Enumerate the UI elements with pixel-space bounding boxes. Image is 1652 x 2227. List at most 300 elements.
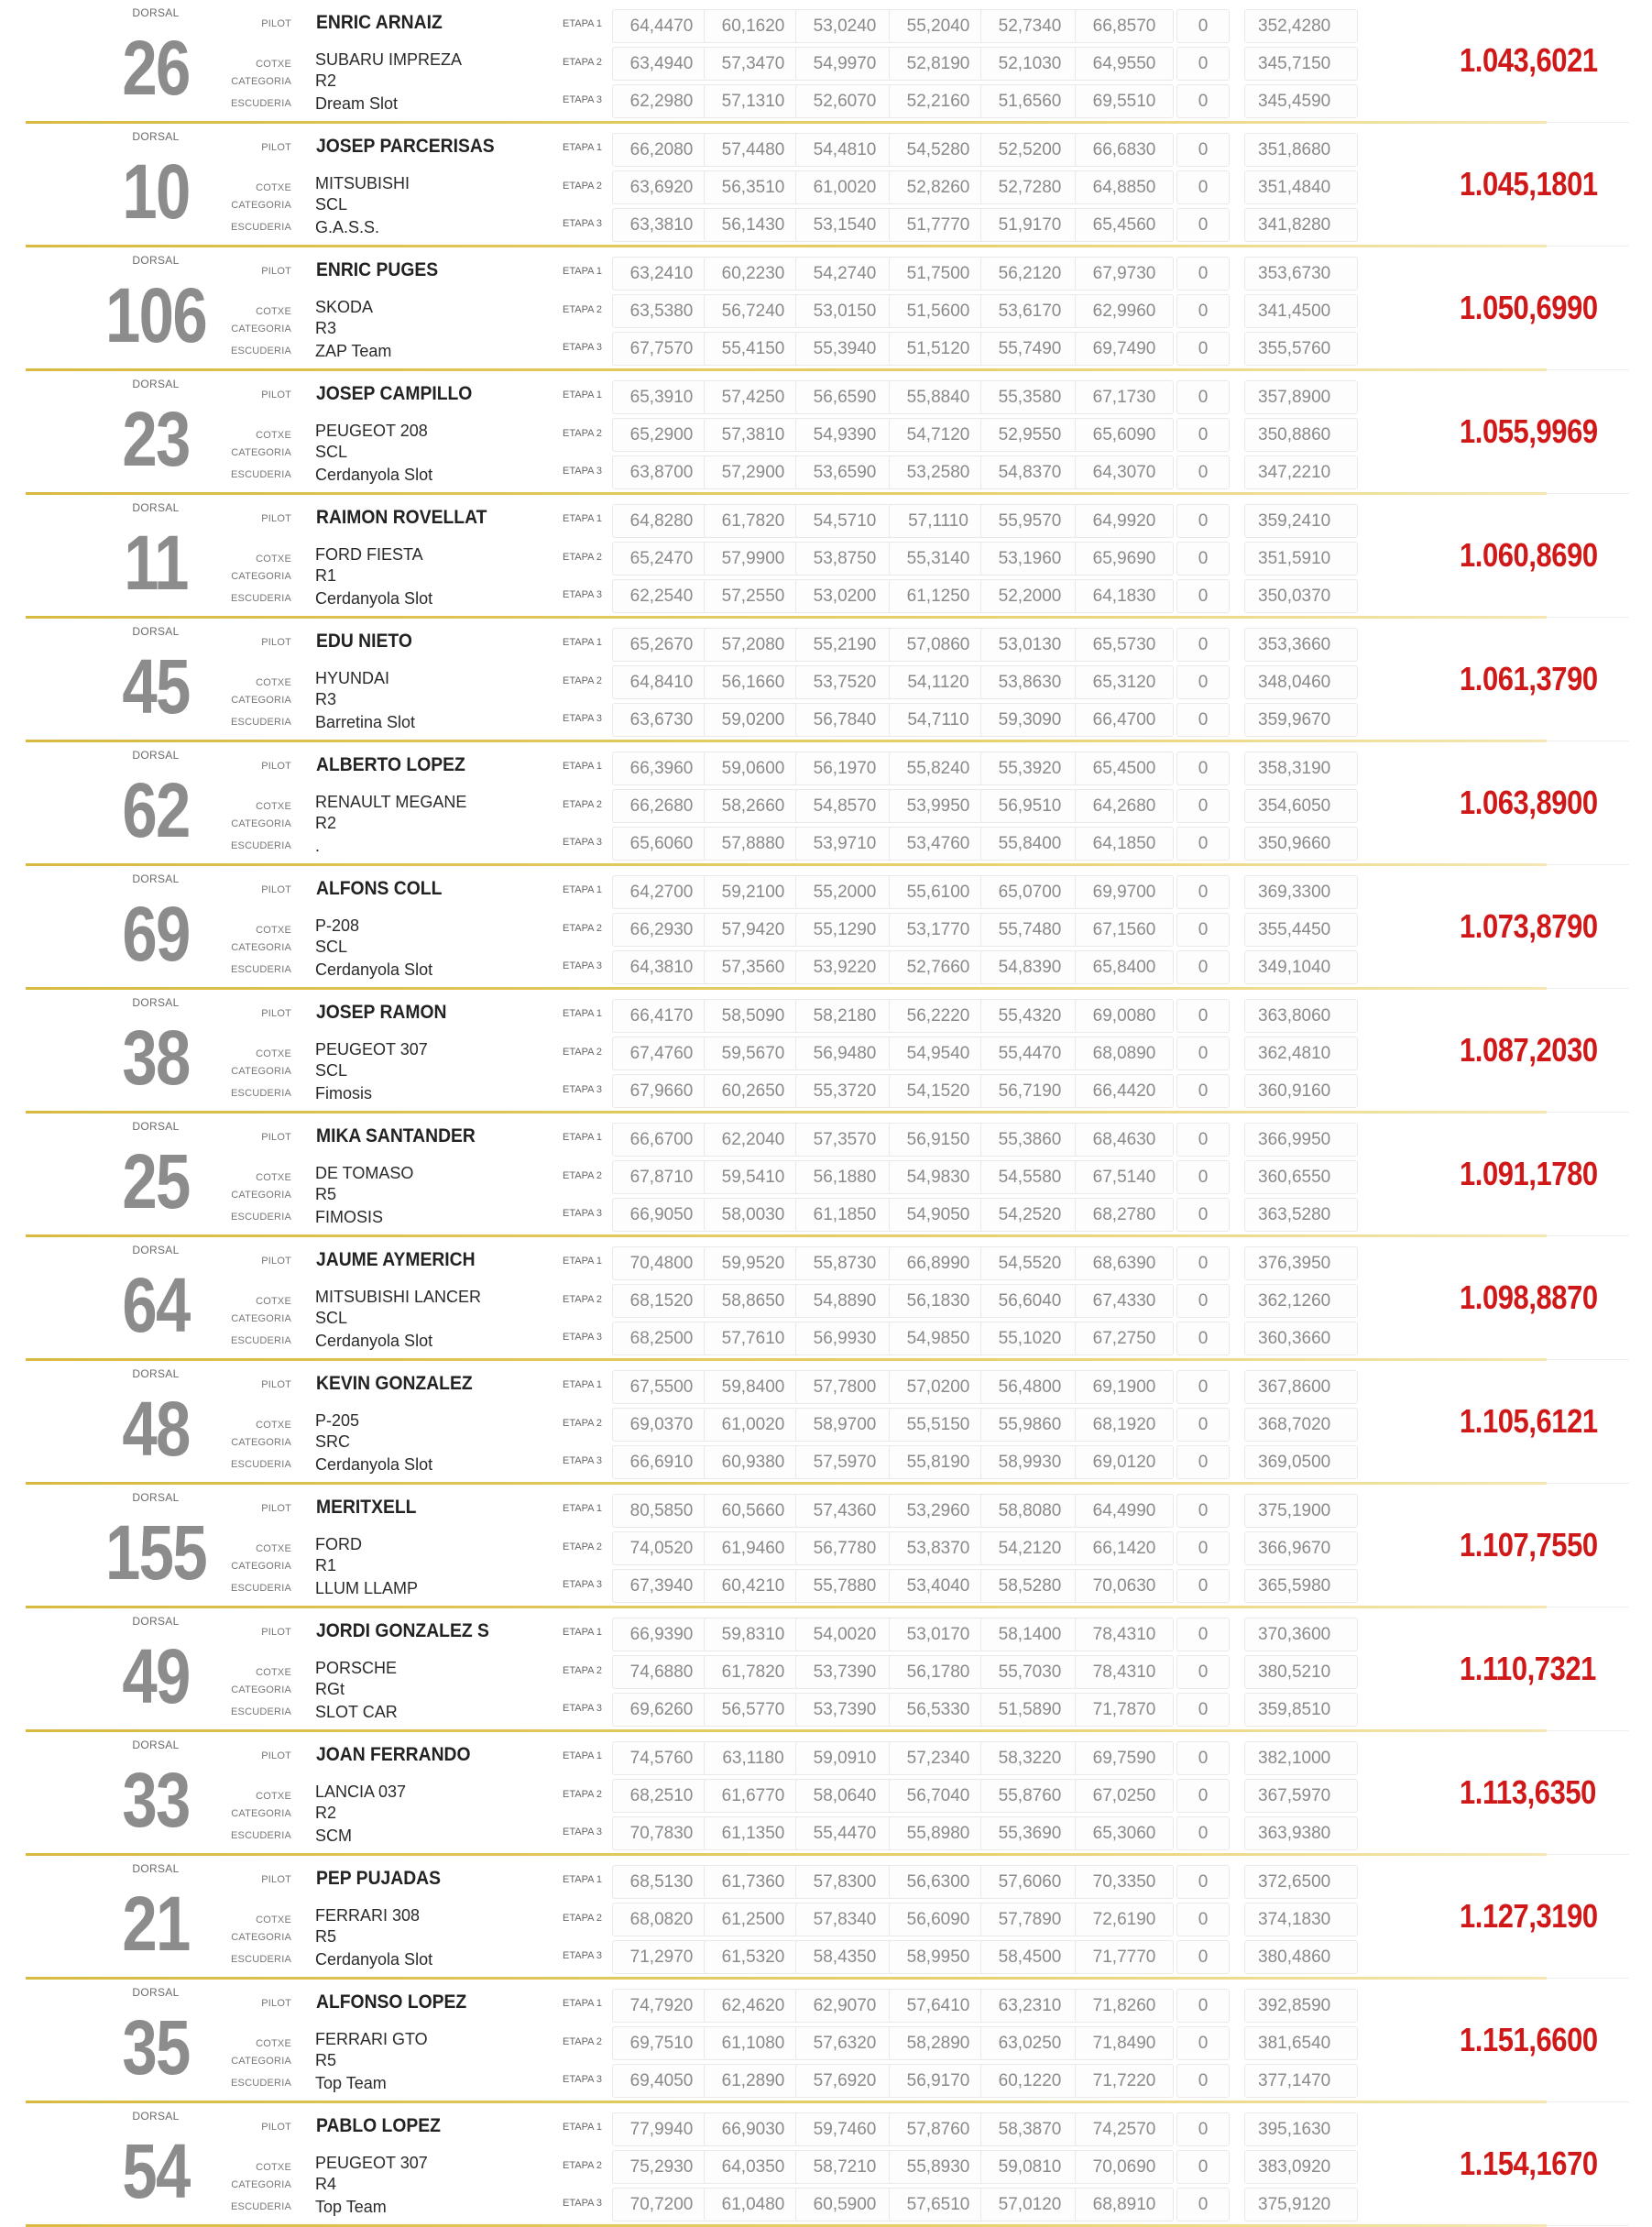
escuderia-label: ESCUDERIA (231, 222, 291, 233)
penalty-cell: 0 (1176, 703, 1230, 737)
time-cell: 54,8390 (980, 950, 1079, 984)
pilot-label: PILOT (261, 18, 291, 29)
escuderia-label: ESCUDERIA (231, 1954, 291, 1965)
time-cell: 61,0020 (704, 1408, 803, 1442)
categoria-value: SRC (315, 1432, 351, 1451)
cotxe-label: COTXE (256, 1172, 291, 1183)
time-cell: 55,4470 (980, 1037, 1079, 1070)
categoria-value: RGt (315, 1680, 345, 1698)
etapa-label: ETAPA 2 (563, 428, 603, 439)
cotxe-label: COTXE (256, 430, 291, 441)
stage-total-cell: 395,1630 (1244, 2112, 1358, 2146)
final-total: 1.098,8870 (1460, 1278, 1598, 1316)
dorsal-label: DORSAL (132, 378, 180, 390)
etapa-label: ETAPA 1 (563, 1627, 603, 1638)
etapa-label: ETAPA 3 (563, 2198, 603, 2209)
time-cell: 52,6070 (795, 84, 894, 118)
stage-total-cell: 348,0460 (1244, 665, 1358, 699)
time-cell: 57,3570 (795, 1123, 894, 1157)
categoria-value: R5 (315, 2051, 337, 2069)
stage-total-cell: 360,6550 (1244, 1160, 1358, 1194)
cotxe-value: P-208 (315, 916, 360, 935)
time-cell: 71,7770 (1075, 1940, 1174, 1974)
entry-separator-light (1547, 1235, 1629, 1236)
penalty-cell: 0 (1176, 827, 1230, 861)
time-cell: 60,2650 (704, 1074, 803, 1108)
penalty-cell: 0 (1176, 542, 1230, 576)
time-cell: 74,0520 (612, 1531, 711, 1565)
etapa-label: ETAPA 1 (563, 761, 603, 772)
time-cell: 57,0120 (980, 2188, 1079, 2222)
time-cell: 51,9170 (980, 208, 1079, 242)
dorsal-number: 35 (122, 2004, 190, 2090)
cotxe-value: HYUNDAI (315, 669, 390, 687)
time-cell: 71,8260 (1075, 1989, 1174, 2023)
time-cell: 66,3960 (612, 751, 711, 785)
time-cell: 55,7880 (795, 1569, 894, 1603)
dorsal-label: DORSAL (132, 749, 180, 762)
entry-separator-light (1547, 369, 1629, 370)
time-cell: 57,6920 (795, 2064, 894, 2098)
stage-total-cell: 367,8600 (1244, 1370, 1358, 1404)
pilot-label: PILOT (261, 1750, 291, 1761)
time-cell: 55,3690 (980, 1816, 1079, 1850)
stage-total-cell: 392,8590 (1244, 1989, 1358, 2023)
etapa-label: ETAPA 2 (563, 552, 603, 563)
time-cell: 66,6700 (612, 1123, 711, 1157)
etapa-label: ETAPA 2 (563, 675, 603, 686)
time-cell: 68,2780 (1075, 1198, 1174, 1232)
penalty-cell: 0 (1176, 913, 1230, 947)
time-cell: 56,7190 (980, 1074, 1079, 1108)
dorsal-number: 38 (122, 1015, 190, 1101)
etapa-label: ETAPA 2 (563, 923, 603, 934)
categoria-label: CATEGORIA (231, 1684, 291, 1695)
dorsal-label: DORSAL (132, 1120, 180, 1133)
categoria-label: CATEGORIA (231, 447, 291, 458)
penalty-cell: 0 (1176, 999, 1230, 1033)
time-cell: 60,1220 (980, 2064, 1079, 2098)
penalty-cell: 0 (1176, 1693, 1230, 1727)
time-cell: 65,2670 (612, 628, 711, 662)
time-cell: 69,0120 (1075, 1445, 1174, 1479)
stage-total-cell: 369,3300 (1244, 875, 1358, 909)
time-cell: 67,5140 (1075, 1160, 1174, 1194)
time-cell: 54,1520 (889, 1074, 988, 1108)
time-cell: 60,4210 (704, 1569, 803, 1603)
categoria-label: CATEGORIA (231, 1190, 291, 1201)
penalty-cell: 0 (1176, 1618, 1230, 1651)
etapa-label: ETAPA 2 (563, 1665, 603, 1676)
time-cell: 67,7570 (612, 332, 711, 366)
entry-separator-light (1547, 1359, 1629, 1360)
pilot-label: PILOT (261, 513, 291, 524)
time-cell: 52,2160 (889, 84, 988, 118)
pilot-name: EDU NIETO (316, 631, 412, 652)
time-cell: 57,1310 (704, 84, 803, 118)
dorsal-label: DORSAL (132, 6, 180, 19)
time-cell: 67,3940 (612, 1569, 711, 1603)
etapa-label: ETAPA 1 (563, 513, 603, 524)
stage-total-cell: 363,9380 (1244, 1816, 1358, 1850)
time-cell: 65,2900 (612, 418, 711, 452)
cotxe-value: SUBARU IMPREZA (315, 50, 463, 69)
time-cell: 64,3810 (612, 950, 711, 984)
dorsal-label: DORSAL (132, 1367, 180, 1380)
etapa-label: ETAPA 1 (563, 1008, 603, 1019)
final-total: 1.061,3790 (1460, 660, 1598, 697)
time-cell: 56,2220 (889, 999, 988, 1033)
penalty-cell: 0 (1176, 2112, 1230, 2146)
dorsal-number: 25 (122, 1138, 190, 1224)
dorsal-label: DORSAL (132, 1862, 180, 1875)
entry-separator-light (1547, 1730, 1629, 1731)
etapa-label: ETAPA 2 (563, 1294, 603, 1305)
pilot-name: ALFONSO LOPEZ (316, 1991, 467, 2013)
penalty-cell: 0 (1176, 1370, 1230, 1404)
stage-total-cell: 360,3660 (1244, 1322, 1358, 1355)
time-cell: 68,0890 (1075, 1037, 1174, 1070)
escuderia-value: Cerdanyola Slot (315, 1455, 433, 1474)
time-cell: 65,3910 (612, 380, 711, 414)
etapa-label: ETAPA 3 (563, 1208, 603, 1219)
time-cell: 68,2510 (612, 1779, 711, 1813)
entry-separator-light (1547, 122, 1629, 123)
time-cell: 55,3860 (980, 1123, 1079, 1157)
penalty-cell: 0 (1176, 1160, 1230, 1194)
escuderia-label: ESCUDERIA (231, 1830, 291, 1841)
penalty-cell: 0 (1176, 875, 1230, 909)
time-cell: 54,9050 (889, 1198, 988, 1232)
time-cell: 56,1430 (704, 208, 803, 242)
penalty-cell: 0 (1176, 257, 1230, 291)
stage-total-cell: 359,8510 (1244, 1693, 1358, 1727)
time-cell: 62,9960 (1075, 294, 1174, 328)
time-cell: 64,2700 (612, 875, 711, 909)
dorsal-label: DORSAL (132, 1739, 180, 1751)
stage-total-cell: 355,4450 (1244, 913, 1358, 947)
pilot-label: PILOT (261, 1874, 291, 1885)
time-cell: 59,0200 (704, 703, 803, 737)
time-cell: 61,0480 (704, 2188, 803, 2222)
time-cell: 55,3920 (980, 751, 1079, 785)
pilot-name: JOAN FERRANDO (316, 1744, 471, 1765)
pilot-label: PILOT (261, 637, 291, 648)
time-cell: 56,5770 (704, 1693, 803, 1727)
stage-total-cell: 345,7150 (1244, 47, 1358, 81)
penalty-cell: 0 (1176, 208, 1230, 242)
time-cell: 52,5200 (980, 133, 1079, 167)
dorsal-number: 64 (122, 1262, 190, 1348)
entry-separator-light (1547, 246, 1629, 247)
time-cell: 53,9220 (795, 950, 894, 984)
dorsal-number: 45 (122, 643, 190, 730)
time-cell: 56,5330 (889, 1693, 988, 1727)
dorsal-label: DORSAL (132, 1986, 180, 1999)
escuderia-value: Fimosis (315, 1084, 372, 1103)
dorsal-number: 69 (122, 891, 190, 977)
time-cell: 56,7040 (889, 1779, 988, 1813)
escuderia-label: ESCUDERIA (231, 1088, 291, 1099)
dorsal-number: 106 (104, 272, 207, 358)
time-cell: 58,0030 (704, 1198, 803, 1232)
result-entry (26, 1980, 1629, 2103)
cotxe-value: PORSCHE (315, 1659, 398, 1677)
escuderia-label: ESCUDERIA (231, 1583, 291, 1594)
etapa-label: ETAPA 1 (563, 637, 603, 648)
time-cell: 55,2000 (795, 875, 894, 909)
time-cell: 56,1970 (795, 751, 894, 785)
time-cell: 57,6410 (889, 1989, 988, 2023)
time-cell: 59,8400 (704, 1370, 803, 1404)
time-cell: 65,0700 (980, 875, 1079, 909)
penalty-cell: 0 (1176, 1655, 1230, 1689)
pilot-name: ENRIC PUGES (316, 259, 439, 280)
time-cell: 56,9170 (889, 2064, 988, 2098)
pilot-label: PILOT (261, 1008, 291, 1019)
etapa-label: ETAPA 3 (563, 960, 603, 971)
time-cell: 53,9950 (889, 789, 988, 823)
stage-total-cell: 381,6540 (1244, 2026, 1358, 2060)
stage-total-cell: 350,9660 (1244, 827, 1358, 861)
pilot-name: MIKA SANTANDER (316, 1125, 476, 1146)
etapa-label: ETAPA 2 (563, 57, 603, 68)
escuderia-label: ESCUDERIA (231, 964, 291, 975)
penalty-cell: 0 (1176, 789, 1230, 823)
time-cell: 64,9920 (1075, 504, 1174, 538)
entry-separator-light (1547, 1483, 1629, 1484)
time-cell: 55,1020 (980, 1322, 1079, 1355)
pilot-label: PILOT (261, 884, 291, 895)
time-cell: 54,7120 (889, 418, 988, 452)
stage-total-cell: 375,1900 (1244, 1494, 1358, 1528)
stage-total-cell: 363,8060 (1244, 999, 1358, 1033)
etapa-label: ETAPA 2 (563, 1541, 603, 1552)
time-cell: 53,4760 (889, 827, 988, 861)
time-cell: 54,9970 (795, 47, 894, 81)
etapa-label: ETAPA 3 (563, 2074, 603, 2085)
time-cell: 68,0820 (612, 1903, 711, 1936)
penalty-cell: 0 (1176, 504, 1230, 538)
time-cell: 70,0690 (1075, 2150, 1174, 2184)
pilot-name: JOSEP PARCERISAS (316, 136, 495, 157)
etapa-label: ETAPA 2 (563, 1047, 603, 1058)
time-cell: 57,2900 (704, 455, 803, 489)
time-cell: 52,8190 (889, 47, 988, 81)
time-cell: 64,1850 (1075, 827, 1174, 861)
dorsal-number: 21 (122, 1881, 190, 1967)
cotxe-value: PEUGEOT 307 (315, 2154, 428, 2172)
dorsal-number: 48 (122, 1386, 190, 1472)
time-cell: 67,1730 (1075, 380, 1174, 414)
escuderia-value: Cerdanyola Slot (315, 960, 433, 979)
stage-total-cell: 341,8280 (1244, 208, 1358, 242)
time-cell: 56,7840 (795, 703, 894, 737)
stage-total-cell: 365,5980 (1244, 1569, 1358, 1603)
time-cell: 68,1920 (1075, 1408, 1174, 1442)
cotxe-value: PEUGEOT 208 (315, 422, 428, 440)
time-cell: 55,8190 (889, 1445, 988, 1479)
time-cell: 60,1620 (704, 9, 803, 43)
time-cell: 64,8410 (612, 665, 711, 699)
time-cell: 54,5710 (795, 504, 894, 538)
etapa-label: ETAPA 1 (563, 142, 603, 153)
time-cell: 55,9570 (980, 504, 1079, 538)
time-cell: 68,6390 (1075, 1246, 1174, 1280)
time-cell: 59,0910 (795, 1741, 894, 1775)
stage-total-cell: 354,6050 (1244, 789, 1358, 823)
result-entry (26, 1361, 1629, 1485)
cotxe-label: COTXE (256, 306, 291, 317)
etapa-label: ETAPA 3 (563, 837, 603, 848)
time-cell: 55,4470 (795, 1816, 894, 1850)
cotxe-label: COTXE (256, 801, 291, 812)
result-entry (26, 1114, 1629, 1237)
escuderia-value: LLUM LLAMP (315, 1579, 419, 1597)
penalty-cell: 0 (1176, 455, 1230, 489)
etapa-label: ETAPA 1 (563, 18, 603, 29)
time-cell: 62,4620 (704, 1989, 803, 2023)
time-cell: 61,0020 (795, 170, 894, 204)
stage-total-cell: 383,0920 (1244, 2150, 1358, 2184)
pilot-label: PILOT (261, 1256, 291, 1267)
stage-total-cell: 347,2210 (1244, 455, 1358, 489)
pilot-label: PILOT (261, 142, 291, 153)
result-entry (26, 371, 1629, 495)
time-cell: 52,7660 (889, 950, 988, 984)
time-cell: 53,1960 (980, 542, 1079, 576)
time-cell: 53,0130 (980, 628, 1079, 662)
time-cell: 67,0250 (1075, 1779, 1174, 1813)
time-cell: 56,4800 (980, 1370, 1079, 1404)
time-cell: 56,3510 (704, 170, 803, 204)
etapa-label: ETAPA 3 (563, 1455, 603, 1466)
etapa-label: ETAPA 1 (563, 1998, 603, 2009)
categoria-label: CATEGORIA (231, 942, 291, 953)
time-cell: 57,7890 (980, 1903, 1079, 1936)
etapa-label: ETAPA 2 (563, 304, 603, 315)
categoria-label: CATEGORIA (231, 76, 291, 87)
dorsal-label: DORSAL (132, 501, 180, 514)
etapa-label: ETAPA 1 (563, 1874, 603, 1885)
etapa-label: ETAPA 2 (563, 2036, 603, 2047)
time-cell: 66,8570 (1075, 9, 1174, 43)
time-cell: 58,9930 (980, 1445, 1079, 1479)
time-cell: 52,7280 (980, 170, 1079, 204)
time-cell: 66,2930 (612, 913, 711, 947)
time-cell: 54,8890 (795, 1284, 894, 1318)
time-cell: 58,2180 (795, 999, 894, 1033)
final-total: 1.107,7550 (1460, 1526, 1598, 1563)
time-cell: 57,8300 (795, 1865, 894, 1899)
stage-total-cell: 352,4280 (1244, 9, 1358, 43)
stage-total-cell: 358,3190 (1244, 751, 1358, 785)
entry-separator-light (1547, 1978, 1629, 1979)
time-cell: 56,7240 (704, 294, 803, 328)
etapa-label: ETAPA 1 (563, 1750, 603, 1761)
pilot-label: PILOT (261, 761, 291, 772)
time-cell: 57,3560 (704, 950, 803, 984)
time-cell: 77,9940 (612, 2112, 711, 2146)
stage-total-cell: 351,5910 (1244, 542, 1358, 576)
time-cell: 69,6260 (612, 1693, 711, 1727)
pilot-name: JOSEP RAMON (316, 1002, 447, 1023)
time-cell: 52,1030 (980, 47, 1079, 81)
time-cell: 70,3350 (1075, 1865, 1174, 1899)
stage-total-cell: 370,3600 (1244, 1618, 1358, 1651)
time-cell: 56,1660 (704, 665, 803, 699)
time-cell: 67,4330 (1075, 1284, 1174, 1318)
time-cell: 56,6040 (980, 1284, 1079, 1318)
time-cell: 70,4800 (612, 1246, 711, 1280)
penalty-cell: 0 (1176, 950, 1230, 984)
time-cell: 55,7030 (980, 1655, 1079, 1689)
time-cell: 57,2340 (889, 1741, 988, 1775)
time-cell: 53,6170 (980, 294, 1079, 328)
etapa-label: ETAPA 1 (563, 1503, 603, 1514)
etapa-label: ETAPA 3 (563, 589, 603, 600)
categoria-value: R2 (315, 71, 337, 90)
final-total: 1.105,6121 (1460, 1402, 1598, 1440)
pilot-name: ENRIC ARNAIZ (316, 12, 443, 33)
penalty-cell: 0 (1176, 628, 1230, 662)
final-total: 1.110,7321 (1460, 1650, 1596, 1687)
stage-total-cell: 366,9950 (1244, 1123, 1358, 1157)
cotxe-label: COTXE (256, 1543, 291, 1554)
penalty-cell: 0 (1176, 2026, 1230, 2060)
time-cell: 61,9460 (704, 1531, 803, 1565)
pilot-label: PILOT (261, 2122, 291, 2133)
cotxe-value: MITSUBISHI LANCER (315, 1288, 482, 1306)
time-cell: 70,7200 (612, 2188, 711, 2222)
time-cell: 67,5500 (612, 1370, 711, 1404)
time-cell: 56,9480 (795, 1037, 894, 1070)
time-cell: 55,7490 (980, 332, 1079, 366)
stage-total-cell: 362,1260 (1244, 1284, 1358, 1318)
time-cell: 55,1290 (795, 913, 894, 947)
time-cell: 65,3120 (1075, 665, 1174, 699)
time-cell: 71,2970 (612, 1940, 711, 1974)
time-cell: 57,6510 (889, 2188, 988, 2222)
final-total: 1.063,8900 (1460, 784, 1598, 821)
time-cell: 57,1110 (889, 504, 988, 538)
dorsal-label: DORSAL (132, 625, 180, 638)
dorsal-number: 49 (122, 1633, 190, 1719)
time-cell: 67,9660 (612, 1074, 711, 1108)
result-entry (26, 2103, 1629, 2227)
time-cell: 54,7110 (889, 703, 988, 737)
time-cell: 68,2500 (612, 1322, 711, 1355)
time-cell: 53,8630 (980, 665, 1079, 699)
time-cell: 61,6770 (704, 1779, 803, 1813)
entry-separator-light (1547, 493, 1629, 494)
stage-total-cell: 382,1000 (1244, 1741, 1358, 1775)
time-cell: 56,2120 (980, 257, 1079, 291)
categoria-label: CATEGORIA (231, 571, 291, 582)
stage-total-cell: 377,1470 (1244, 2064, 1358, 2098)
time-cell: 71,7870 (1075, 1693, 1174, 1727)
penalty-cell: 0 (1176, 1940, 1230, 1974)
penalty-cell: 0 (1176, 47, 1230, 81)
result-entry (26, 0, 1629, 124)
time-cell: 72,6190 (1075, 1903, 1174, 1936)
penalty-cell: 0 (1176, 1284, 1230, 1318)
time-cell: 55,5150 (889, 1408, 988, 1442)
time-cell: 61,5320 (704, 1940, 803, 1974)
time-cell: 63,1180 (704, 1741, 803, 1775)
cotxe-value: SKODA (315, 298, 374, 316)
result-entry (26, 1732, 1629, 1856)
